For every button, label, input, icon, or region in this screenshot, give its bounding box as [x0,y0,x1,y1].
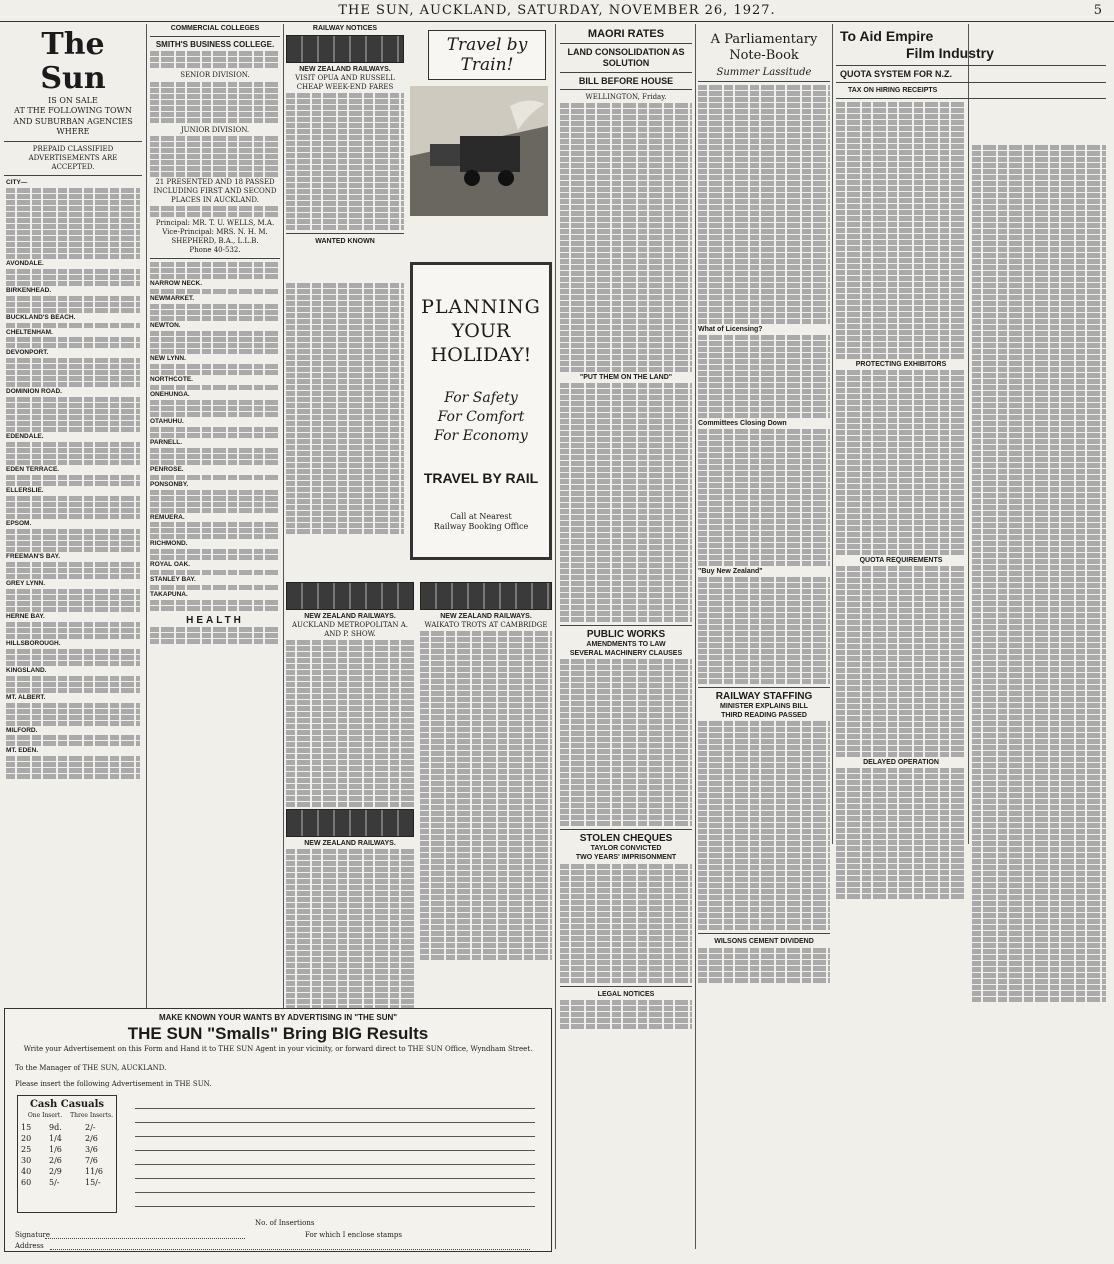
travel-title: Travel by Train! [428,30,546,80]
section-label: HERNE BAY. [6,612,45,620]
train-engraving [410,86,548,216]
ad-your: YOUR [451,320,511,342]
vice-principal: Vice-Principal: MRS. N. H. M. SHEPHERD, B.A., L.L.B. [162,228,268,246]
rate-row [21,1122,113,1133]
section-label: EDEN TERRACE. [6,466,60,474]
rail-heading: NEW ZEALAND RAILWAYS. [304,613,396,620]
section-label: STANLEY BAY. [150,576,196,584]
agency-line: IS ON SALE [48,96,98,105]
train-illustration [286,809,414,837]
headline: SEVERAL MACHINERY CLAUSES [569,650,683,658]
headline: LAND CONSOLIDATION AS SOLUTION [567,47,685,68]
rate-row [21,1166,113,1177]
rate-cell: 15 [21,1123,32,1132]
section-label: PONSONBY. [150,480,189,488]
section-label: ONEHUNGA. [150,390,190,398]
section-label: NORTHCOTE. [150,376,193,384]
headline: STOLEN CHEQUES [579,833,673,845]
railway-notices-column [286,24,404,284]
division-label: SENIOR DIVISION. [180,71,250,80]
page-number: 5 [1093,3,1102,18]
rate-cell: 11/6 [85,1167,103,1176]
health-ad: HEALTH [186,615,244,627]
parliamentary-notebook-column [698,24,830,1252]
rate-cell: 1/4 [49,1134,62,1143]
rate-row [21,1155,113,1166]
maori-rates-column [560,24,692,1252]
rate-cell: 3/6 [85,1145,98,1154]
rate-cell: 25 [21,1145,32,1154]
section-label: ELLERSLIE. [6,487,44,495]
rate-cell: 5/- [49,1178,60,1187]
rate-cell: 2/9 [49,1167,62,1176]
rate-cell: 2/6 [85,1134,98,1143]
rate-cell: 9d. [49,1123,62,1132]
headline: To Aid Empire [840,28,934,44]
rail-heading: NEW ZEALAND RAILWAYS. [440,613,532,620]
headline: A Parliamentary [710,32,818,47]
section-label: PENROSE. [150,465,184,473]
subhead: QUOTA REQUIREMENTS [859,557,943,565]
headline: AMENDMENTS TO LAW [586,641,666,649]
empire-film-column [836,24,1110,1252]
principal: Principal: MR. T. U. WELLS, M.A. [155,218,275,227]
section-label: OTAHUHU. [150,417,184,425]
rail-sub: WAIKATO TROTS AT CAMBRIDGE [424,621,548,630]
col-one-insert: One Insert. [27,1112,63,1119]
rate-cell: 60 [21,1178,32,1187]
subhead: TAX ON HIRING RECEIPTS [848,87,938,94]
dateline: WELLINGTON, Friday. [585,93,667,101]
masthead [0,0,1114,22]
phone: Phone 40-532. [189,246,241,255]
smalls-form [4,1008,552,1252]
legal-notices-heading: LEGAL NOTICES [597,990,655,998]
rate-cell: 30 [21,1156,32,1165]
masthead-title: THE SUN, AUCKLAND, SATURDAY, NOVEMBER 26, 1927. [338,3,776,18]
rate-cell: 2/- [85,1123,96,1132]
section-label: MILFORD. [6,726,38,734]
section-label: RICHMOND. [150,540,188,548]
rate-cell: 20 [21,1134,32,1143]
results-line: 21 PRESENTED AND 18 PASSED [155,177,275,186]
section-label: TAKAPUNA. [150,591,188,599]
no-of-insertions-label: No. of Insertions [255,1219,315,1227]
classified-note: PREPAID CLASSIFIED ADVERTISEMENTS ARE ACCEPTED. [28,144,118,171]
headline: MINISTER EXPLAINS BILL [720,703,808,711]
colleges-column [150,24,280,627]
rate-cell: 15/- [85,1178,101,1187]
rail-heading: NEW ZEALAND RAILWAYS. [299,66,391,74]
signature-label: Signature [15,1231,51,1239]
agency-line: AT THE FOLLOWING TOWN [14,106,132,116]
agency-line: WHERE [56,127,90,137]
rail-notice-left [286,580,414,1002]
ad-planning: PLANNING [421,296,541,318]
section-label: MT. ALBERT. [6,693,46,701]
division-label: JUNIOR DIVISION. [180,125,250,134]
headline: TAYLOR CONVICTED [590,845,662,853]
headline: Film Industry [906,45,994,61]
section-label: MT. EDEN. [6,747,39,755]
smalls-make-known: MAKE KNOWN YOUR WANTS BY ADVERTISING IN "THE SUN" [158,1013,398,1022]
rate-row [21,1133,113,1144]
rate-row [21,1177,113,1188]
headline: PUBLIC WORKS [586,629,666,641]
section-label: BUCKLAND'S BEACH. [6,313,76,321]
section-label: NARROW NECK. [150,280,202,288]
enclose-stamps-label: For which I enclose stamps [305,1231,402,1239]
subhead: QUOTA SYSTEM FOR N.Z. [840,69,952,79]
headline: MAORI RATES [587,28,665,40]
section-label: EPSOM. [6,520,32,528]
travel-by-train-ad [410,24,552,244]
section-label: HILLSBOROUGH. [6,639,61,647]
rail-heading: NEW ZEALAND RAILWAYS. [304,840,396,848]
rate-cell: 7/6 [85,1156,98,1165]
headline: RAILWAY STAFFING [715,691,813,703]
headline: THIRD READING PASSED [721,712,807,720]
section-label: CITY— [6,178,28,186]
sun-agencies-column [4,24,142,755]
section-label: NEWTON. [150,322,181,330]
rail-sub: VISIT OPUA AND RUSSELL [295,74,395,83]
wanted-known-column [286,282,404,576]
train-illustration [286,582,414,610]
subhead: What of Licensing? [698,326,763,333]
subhead: PROTECTING EXHIBITORS [855,361,947,369]
ad-safety: For Safety [444,390,518,406]
headline: WILSONS CEMENT DIVIDEND [714,938,814,946]
rate-cell: 1/6 [49,1145,62,1154]
section-label: BIRKENHEAD. [6,286,52,294]
wanted-known-heading: WANTED KNOWN [315,238,375,246]
subhead: DELAYED OPERATION [863,759,939,767]
ad-comfort: For Comfort [437,409,525,425]
rate-row [21,1144,113,1155]
section-label: FREEMAN'S BAY. [6,552,61,560]
ad-holiday: HOLIDAY! [430,344,532,366]
train-illustration [420,582,552,610]
smalls-instructions: Write your Advertisement on this Form and Hand it to THE SUN Agent in your vicinity, or forward direct to THE SUN Office, Wyndham Street. [23,1045,533,1054]
rate-cell: 2/6 [49,1156,62,1165]
headline: Note-Book [729,48,799,63]
subhead: Summer Lassitude [716,67,812,78]
smalls-headline: THE SUN "Smalls" Bring BIG Results [127,1024,429,1044]
smalls-to-manager: To the Manager of THE SUN, AUCKLAND. [15,1064,167,1073]
section-label: GREY LYNN. [6,579,46,587]
section-label: NEWMARKET. [150,295,195,303]
col-three-inserts: Three Inserts. [70,1112,113,1119]
rail-sub: AUCKLAND METROPOLITAN A. AND P. SHOW. [292,621,408,639]
subhead: Committees Closing Down [698,420,787,428]
train-illustration [286,35,404,63]
section-label: KINGSLAND. [6,666,47,674]
agency-line: AND SUBURBAN AGENCIES [13,116,133,126]
section-label: NEW LYNN. [150,355,186,363]
rail-sub: CHEAP WEEK-END FARES [296,83,394,92]
travel-by-rail-ad [410,262,552,560]
section-label: AVONDALE. [6,259,44,267]
sun-logo: The Sun [40,27,106,96]
subhead: "PUT THEM ON THE LAND" [579,374,673,382]
section-label: ROYAL OAK. [150,561,191,569]
cash-casuals-title: Cash Casuals [29,1099,105,1110]
headline: TWO YEARS' IMPRISONMENT [575,854,677,862]
section-label: CHELTENHAM. [6,328,53,336]
section-heading: COMMERCIAL COLLEGES [170,25,260,32]
section-label: DOMINION ROAD. [6,388,62,396]
cash-casuals-table [17,1095,117,1213]
ad-call: Call at Nearest [450,512,512,521]
ad-economy: For Economy [434,428,528,444]
headline: BILL BEFORE HOUSE [578,76,674,86]
address-label: Address [15,1242,44,1250]
subhead: "Buy New Zealand" [698,568,763,576]
section-heading: RAILWAY NOTICES [312,25,378,32]
section-label: DEVONPORT. [6,349,49,357]
ad-office: Railway Booking Office [433,522,529,532]
section-label: REMUERA. [150,513,185,521]
rate-cell: 40 [21,1167,32,1176]
section-label: PARNELL. [150,438,183,446]
rail-notice-right [420,580,552,1002]
section-label: EDENDALE. [6,433,44,441]
smalls-please-insert: Please insert the following Advertisement in THE SUN. [15,1079,212,1088]
ad-travel-by-rail: TRAVEL BY RAIL [423,470,539,486]
college-name: SMITH'S BUSINESS COLLEGE. [155,40,275,50]
results-line: INCLUDING FIRST AND SECOND PLACES IN AUCKLAND. [153,186,277,204]
